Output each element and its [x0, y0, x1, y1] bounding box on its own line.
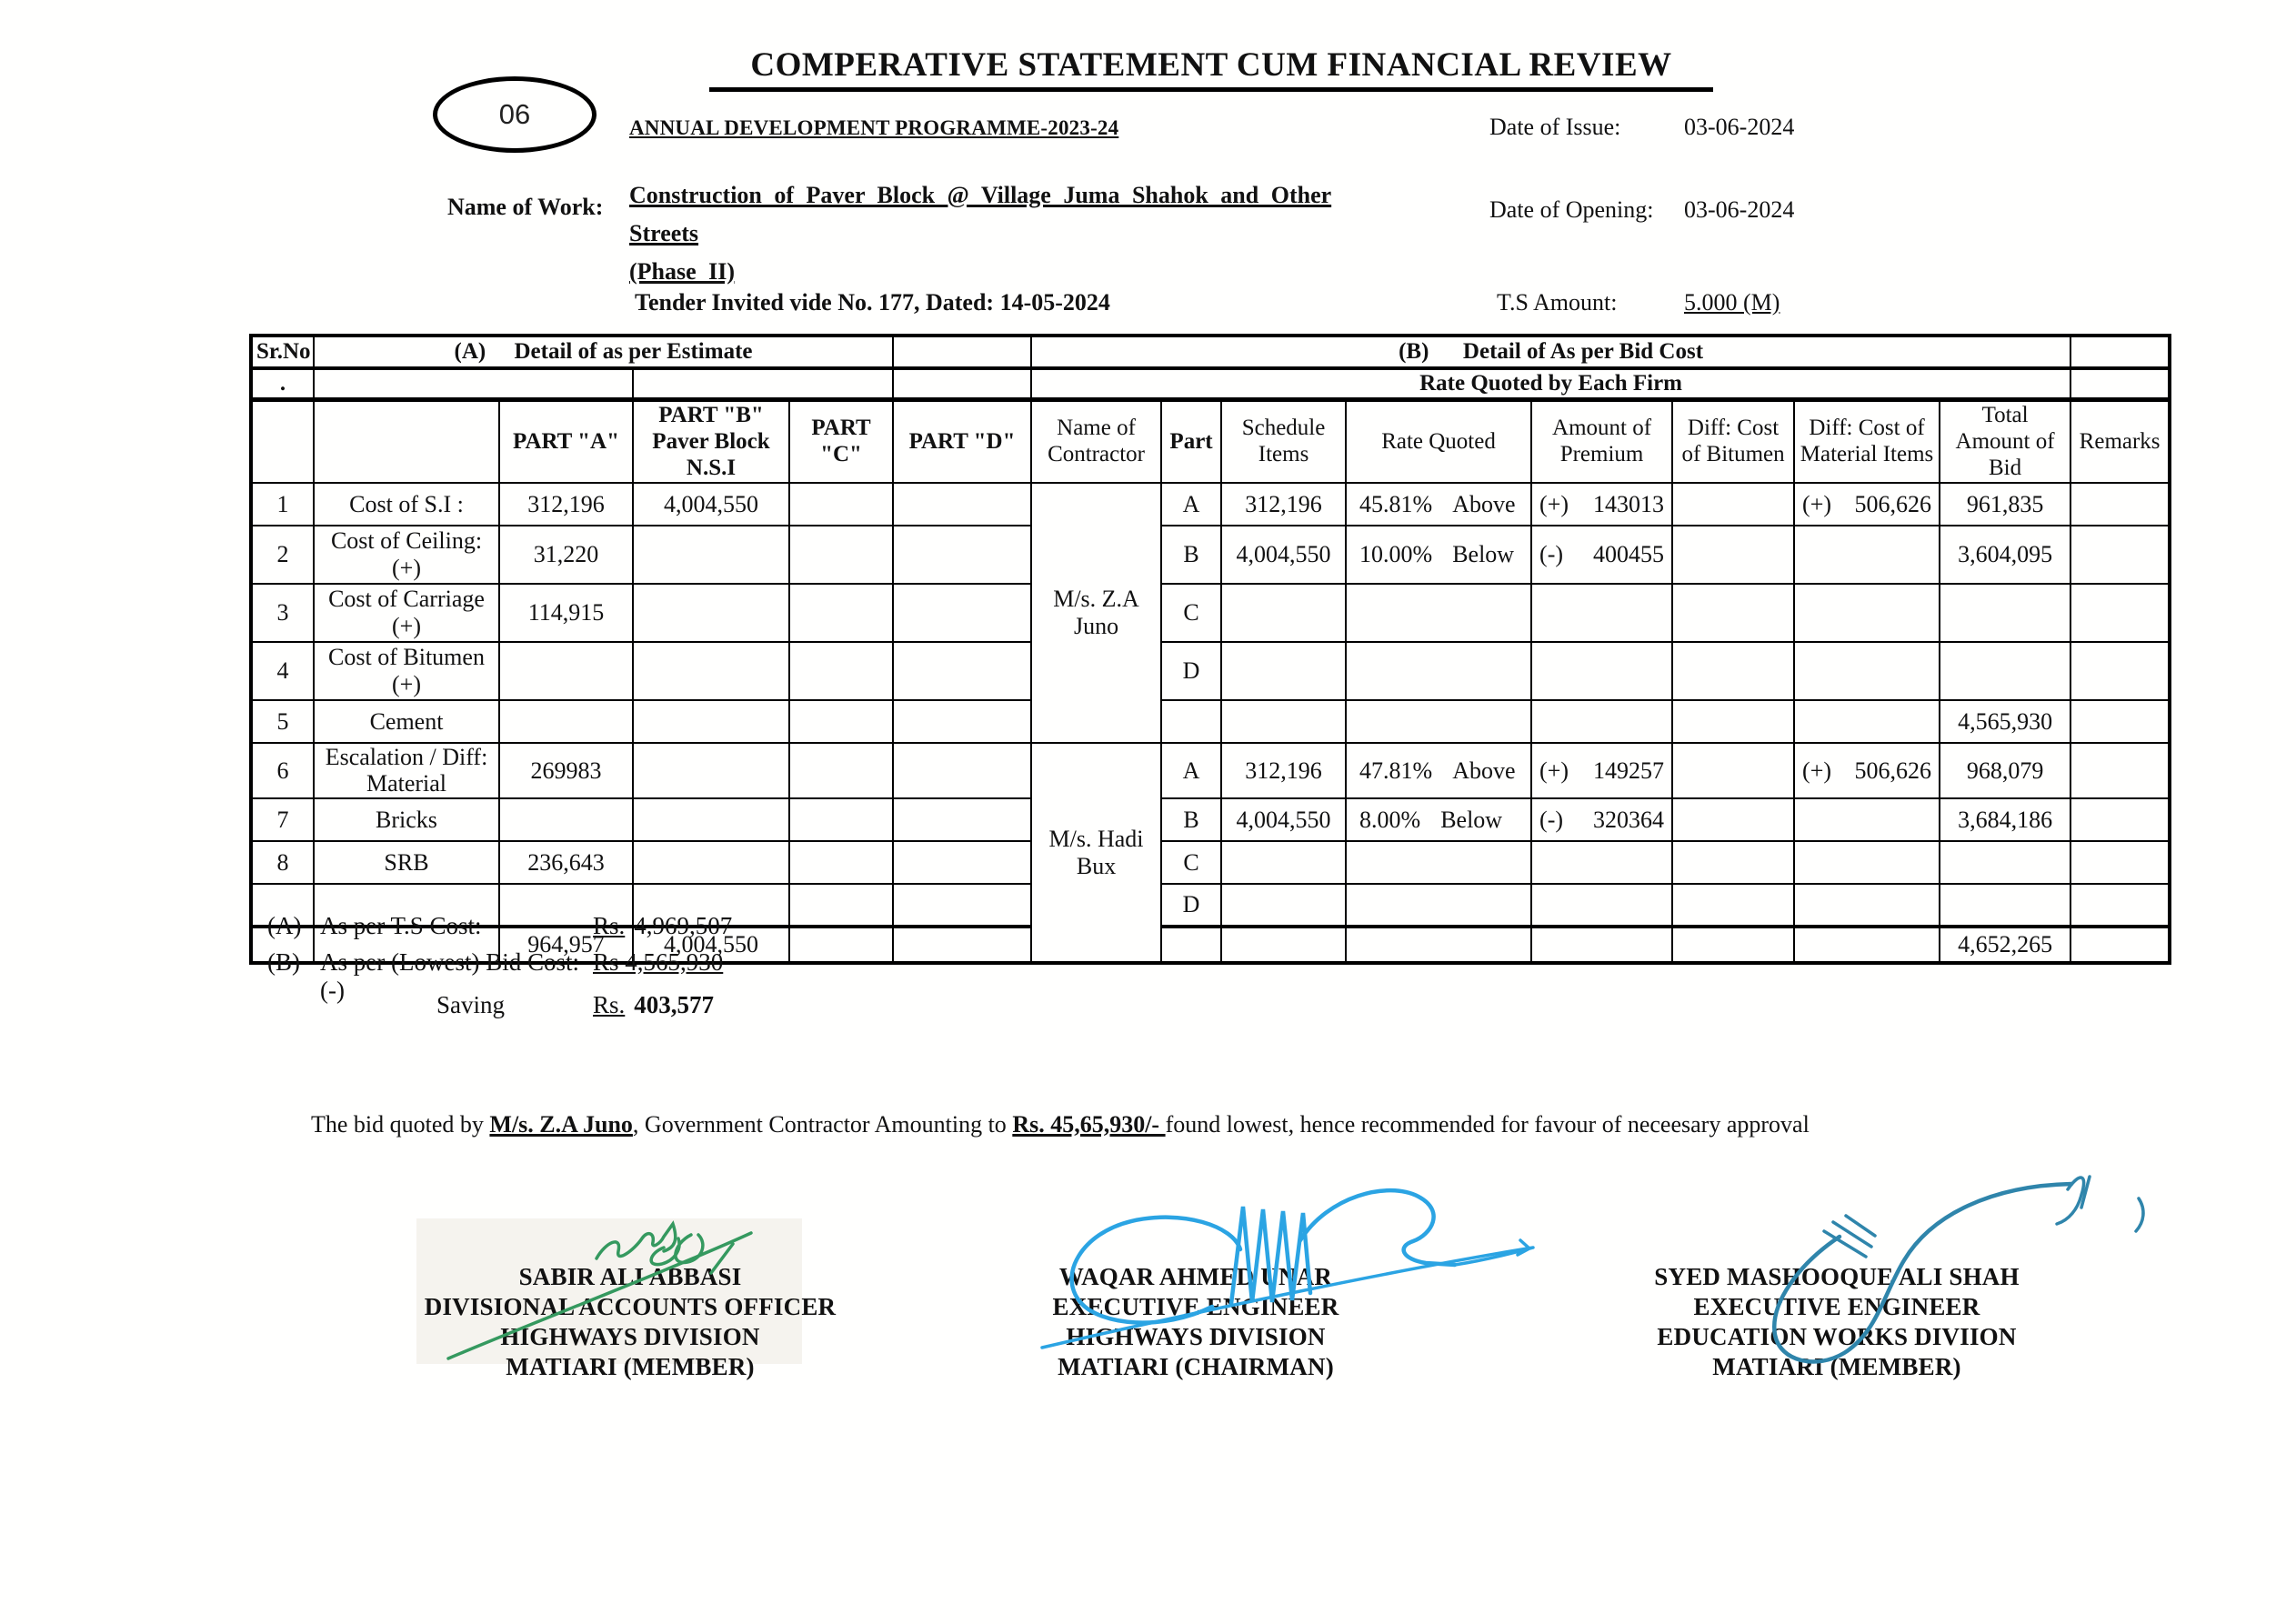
summary-a-label: As per T.S Cost:	[320, 912, 482, 939]
cell-part-b	[633, 584, 789, 642]
summary-saving-value: 403,577	[634, 991, 715, 1018]
rs-label: Rs.	[593, 912, 626, 939]
header-empty-d	[893, 368, 1031, 400]
premium-value: 149257	[1593, 757, 1665, 784]
colhead-contractor: Name of Contractor	[1031, 400, 1161, 484]
cell-part-b: 4,004,550	[633, 483, 789, 526]
cell-remarks	[2070, 700, 2170, 743]
summary-a-prefix: (A)	[267, 912, 302, 939]
cell-schedule: 312,196	[1221, 483, 1346, 526]
part-b-line1: PART "B"	[658, 403, 764, 427]
cell-part: B	[1161, 526, 1221, 584]
summary-b-value: Rs 4,565,930	[593, 948, 724, 976]
cell-bitumen	[1672, 798, 1794, 841]
cell-total-part-b: 4,004,550	[633, 927, 789, 963]
cell-contractor-1: M/s. Z.A Juno	[1031, 483, 1161, 743]
name-of-work-text	[629, 176, 1375, 291]
cell-part-d	[893, 700, 1031, 743]
cell-part-d	[893, 884, 1031, 927]
header-sr-no-dot: .	[251, 368, 314, 400]
cell-total	[1940, 884, 2070, 927]
cell-remarks	[2070, 642, 2170, 700]
serial-number-badge	[433, 76, 597, 153]
table-row	[251, 743, 2170, 798]
recommendation-text: found lowest, hence recommended for favour of neceesary approval	[1165, 1111, 1810, 1138]
colhead-part-b	[633, 400, 789, 484]
cell-sr: 5	[251, 700, 314, 743]
cell-desc: Cost of Ceiling: (+)	[314, 526, 499, 584]
cell-premium	[1531, 884, 1672, 927]
cell-part-c	[789, 483, 893, 526]
document-title: COMPERATIVE STATEMENT CUM FINANCIAL REVIEW	[709, 45, 1713, 92]
premium-sign: (+)	[1539, 490, 1569, 517]
recommendation-text: , Government Contractor Amounting to	[632, 1111, 1013, 1138]
cell-rate	[1346, 884, 1531, 927]
recommended-contractor: M/s. Z.A Juno	[489, 1111, 633, 1138]
name-of-work-label: Name of Work:	[447, 194, 604, 220]
cell-part-c	[789, 798, 893, 841]
ts-amount-value: 5.000 (M)	[1684, 289, 1780, 316]
cell-part-d	[893, 483, 1031, 526]
serial-number: 06	[498, 98, 531, 130]
table-row	[251, 526, 2170, 584]
summary-saving-spacer	[267, 991, 320, 1019]
colhead-blank-desc	[314, 400, 499, 484]
rate-pct: 45.81%	[1359, 490, 1433, 517]
cell-part-c	[789, 927, 893, 963]
material-sign: (+)	[1802, 757, 1832, 784]
signatory-role: MATIARI (MEMBER)	[506, 1353, 755, 1380]
colhead-blank-sr	[251, 400, 314, 484]
cell-part	[1161, 700, 1221, 743]
cell-sr: 2	[251, 526, 314, 584]
colhead-part-d: PART "D"	[893, 400, 1031, 484]
cell-schedule: 312,196	[1221, 743, 1346, 798]
cell-bitumen	[1672, 642, 1794, 700]
tender-invited-line: Tender Invited vide No. 177, Dated: 14-05-2024	[635, 289, 1110, 316]
summary-saving-label: Saving	[436, 991, 506, 1018]
estimate-title: Detail of as per Estimate	[514, 339, 753, 364]
cell-desc: Escalation / Diff: Material	[314, 743, 499, 798]
cell-bitumen	[1672, 884, 1794, 927]
cell-sr: 1	[251, 483, 314, 526]
signatory-division: HIGHWAYS DIVISION	[1066, 1323, 1326, 1350]
premium-sign: (-)	[1539, 806, 1564, 833]
cell-schedule	[1221, 700, 1346, 743]
cell-desc: SRB	[314, 841, 499, 884]
cell-remarks	[2070, 584, 2170, 642]
signature-block-chairman	[955, 1262, 1437, 1382]
cell-total: 968,079	[1940, 743, 2070, 798]
cell-premium	[1531, 798, 1672, 841]
header-rate-quoted-by-firm: Rate Quoted by Each Firm	[1031, 368, 2070, 400]
bid-prefix: (B)	[1399, 339, 1429, 364]
premium-sign: (+)	[1539, 757, 1569, 784]
cell-part: C	[1161, 584, 1221, 642]
cell-bid-grand-total: 4,652,265	[1940, 927, 2070, 963]
cell-remarks	[2070, 927, 2170, 963]
signatory-division: HIGHWAYS DIVISION	[500, 1323, 760, 1350]
cell-part: A	[1161, 743, 1221, 798]
cell-bitumen	[1672, 927, 1794, 963]
signatory-role: MATIARI (CHAIRMAN)	[1058, 1353, 1334, 1380]
cell-rate	[1346, 642, 1531, 700]
summary-b-prefix: (B)	[267, 948, 300, 976]
bid-title: Detail of As per Bid Cost	[1462, 339, 1704, 364]
cell-rate	[1346, 841, 1531, 884]
cell-part: B	[1161, 798, 1221, 841]
cell-part-d	[893, 927, 1031, 963]
cell-bitumen	[1672, 841, 1794, 884]
cell-remarks	[2070, 884, 2170, 927]
cell-rate	[1346, 743, 1531, 798]
summary-a-value: 4,969,507	[634, 912, 733, 939]
cell-bitumen	[1672, 743, 1794, 798]
cell-schedule	[1221, 884, 1346, 927]
cell-schedule: 4,004,550	[1221, 526, 1346, 584]
cell-material	[1794, 841, 1940, 884]
cell-premium	[1531, 526, 1672, 584]
signatory-division: EDUCATION WORKS DIVIION	[1657, 1323, 2017, 1350]
cell-total-part-a: 964,957	[499, 927, 633, 963]
summary-saving	[267, 991, 714, 1019]
cell-sr: 8	[251, 841, 314, 884]
table-row	[251, 642, 2170, 700]
cell-material	[1794, 642, 1940, 700]
date-of-issue-value: 03-06-2024	[1684, 114, 1795, 140]
cell-part-a: 31,220	[499, 526, 633, 584]
material-sign: (+)	[1802, 490, 1832, 517]
cell-part-c	[789, 642, 893, 700]
cell-schedule	[1221, 927, 1346, 963]
header-empty-remarks	[2070, 368, 2170, 400]
cell-premium	[1531, 841, 1672, 884]
header-bid-section	[1031, 336, 2070, 368]
rs-label: Rs.	[593, 991, 626, 1018]
cell-sr: 4	[251, 642, 314, 700]
rate-pct: 10.00%	[1359, 541, 1433, 568]
cell-part-b	[633, 700, 789, 743]
cell-material	[1794, 700, 1940, 743]
cell-desc: Bricks	[314, 798, 499, 841]
programme-heading: ANNUAL DEVELOPMENT PROGRAMME-2023-24	[629, 116, 1119, 139]
cell-part-d	[893, 526, 1031, 584]
cell-total	[1940, 642, 2070, 700]
cell-part-a: 236,643	[499, 841, 633, 884]
cell-rate	[1346, 526, 1531, 584]
estimate-prefix: (A)	[454, 339, 486, 364]
cell-part: D	[1161, 884, 1221, 927]
cell-premium	[1531, 584, 1672, 642]
cell-material	[1794, 798, 1940, 841]
material-value: 506,626	[1854, 490, 1932, 517]
signatory-name: SABIR ALI ABBASI	[518, 1263, 742, 1290]
premium-value: 143013	[1593, 490, 1665, 517]
cell-total: 3,604,095	[1940, 526, 2070, 584]
cell-bid-subtotal: 4,565,930	[1940, 700, 2070, 743]
cell-remarks	[2070, 526, 2170, 584]
table-row	[251, 483, 2170, 526]
signatory-designation: EXECUTIVE ENGINEER	[1052, 1293, 1339, 1320]
signatory-name: SYED MASHOOQUE ALI SHAH	[1654, 1263, 2020, 1290]
table-row	[251, 700, 2170, 743]
cell-material	[1794, 526, 1940, 584]
colhead-part: Part	[1161, 400, 1221, 484]
cell-remarks	[2070, 798, 2170, 841]
cell-desc: Cost of Carriage (+)	[314, 584, 499, 642]
cell-bitumen	[1672, 584, 1794, 642]
cell-part-d	[893, 584, 1031, 642]
colhead-part-a: PART "A"	[499, 400, 633, 484]
cell-part-c	[789, 584, 893, 642]
signature-block-member-1	[389, 1262, 871, 1382]
cell-schedule	[1221, 642, 1346, 700]
cell-part-a	[499, 798, 633, 841]
cell-part-b	[633, 841, 789, 884]
rate-pct: 8.00%	[1359, 806, 1421, 833]
cell-total: 961,835	[1940, 483, 2070, 526]
cell-part-c	[789, 884, 893, 927]
signatory-role: MATIARI (MEMBER)	[1712, 1353, 1961, 1380]
cell-desc: Cement	[314, 700, 499, 743]
cell-part-b	[633, 526, 789, 584]
cell-premium	[1531, 743, 1672, 798]
cell-premium	[1531, 927, 1672, 963]
cell-part-d	[893, 642, 1031, 700]
cell-part-b	[633, 798, 789, 841]
summary-b-label: As per (Lowest) Bid Cost:(-)	[320, 948, 579, 1004]
cell-part: D	[1161, 642, 1221, 700]
name-of-work-line1: Construction of Paver Block @ Village Juma Shahok and Other Streets	[629, 182, 1332, 246]
signatory-designation: EXECUTIVE ENGINEER	[1693, 1293, 1980, 1320]
cell-bitumen	[1672, 526, 1794, 584]
signature-block-member-2	[1582, 1262, 2091, 1382]
recommendation-line	[311, 1111, 2084, 1138]
table-row	[251, 798, 2170, 841]
premium-value: 400455	[1593, 541, 1665, 568]
cell-part-a	[499, 642, 633, 700]
cell-part-c	[789, 841, 893, 884]
cell-total: 3,684,186	[1940, 798, 2070, 841]
colhead-diff-material: Diff: Cost of Material Items	[1794, 400, 1940, 484]
table-row	[251, 841, 2170, 884]
header-remarks-gap	[2070, 336, 2170, 368]
cell-part-c	[789, 526, 893, 584]
colhead-part-c: PART "C"	[789, 400, 893, 484]
cell-part	[1161, 927, 1221, 963]
date-of-opening-label: Date of Opening:	[1489, 196, 1654, 223]
cell-sr: 3	[251, 584, 314, 642]
colhead-rate-quoted: Rate Quoted	[1346, 400, 1531, 484]
cell-premium	[1531, 483, 1672, 526]
comparative-statement-table	[249, 334, 2171, 965]
rate-dir: Below	[1440, 806, 1503, 833]
cell-contractor-2: M/s. Hadi Bux	[1031, 743, 1161, 963]
rate-dir: Below	[1452, 541, 1515, 568]
cell-schedule	[1221, 584, 1346, 642]
cell-total	[1940, 841, 2070, 884]
colhead-total-bid: Total Amount of Bid	[1940, 400, 2070, 484]
header-empty-mid	[633, 368, 893, 400]
cell-part-a: 114,915	[499, 584, 633, 642]
cell-schedule: 4,004,550	[1221, 798, 1346, 841]
cell-part-c	[789, 700, 893, 743]
signatory-name: WAQAR AHMED UNAR	[1058, 1263, 1333, 1290]
cell-part: C	[1161, 841, 1221, 884]
summary-ts-cost	[267, 912, 732, 940]
cell-remarks	[2070, 743, 2170, 798]
cell-part-d	[893, 841, 1031, 884]
cell-material	[1794, 584, 1940, 642]
colhead-diff-bitumen: Diff: Cost of Bitumen	[1672, 400, 1794, 484]
cell-material	[1794, 927, 1940, 963]
ts-amount-label: T.S Amount:	[1497, 289, 1618, 316]
part-b-line2: Paver Block	[652, 428, 770, 454]
cell-bitumen	[1672, 483, 1794, 526]
cell-desc: Cost of Bitumen (+)	[314, 642, 499, 700]
cell-rate	[1346, 700, 1531, 743]
signatory-designation: DIVISIONAL ACCOUNTS OFFICER	[424, 1293, 837, 1320]
cell-part-d	[893, 743, 1031, 798]
cell-schedule	[1221, 841, 1346, 884]
material-value: 506,626	[1854, 757, 1932, 784]
premium-value: 320364	[1593, 806, 1665, 833]
premium-sign: (-)	[1539, 541, 1564, 568]
header-sr-no: Sr.No	[251, 336, 314, 368]
header-estimate-section	[314, 336, 893, 368]
colhead-remarks: Remarks	[2070, 400, 2170, 484]
cell-total	[1940, 584, 2070, 642]
recommended-amount: Rs. 45,65,930/-	[1012, 1111, 1166, 1138]
cell-remarks	[2070, 483, 2170, 526]
date-of-opening-value: 03-06-2024	[1684, 196, 1795, 223]
cell-part: A	[1161, 483, 1221, 526]
header-empty-left	[314, 368, 633, 400]
cell-part-b	[633, 743, 789, 798]
cell-remarks	[2070, 841, 2170, 884]
cell-rate	[1346, 798, 1531, 841]
cell-part-a: 312,196	[499, 483, 633, 526]
rate-dir: Above	[1452, 490, 1516, 517]
date-of-issue-label: Date of Issue:	[1489, 114, 1621, 140]
colhead-schedule-items: Schedule Items	[1221, 400, 1346, 484]
colhead-amount-premium: Amount of Premium	[1531, 400, 1672, 484]
cell-rate	[1346, 483, 1531, 526]
cell-rate	[1346, 584, 1531, 642]
rate-pct: 47.81%	[1359, 757, 1433, 784]
rate-dir: Above	[1452, 757, 1516, 784]
cell-part-a: 269983	[499, 743, 633, 798]
recommendation-text: The bid quoted by	[311, 1111, 490, 1138]
cell-sr: 6	[251, 743, 314, 798]
part-b-line3: N.S.I	[686, 455, 737, 480]
cell-material	[1794, 743, 1940, 798]
cell-rate	[1346, 927, 1531, 963]
cell-bitumen	[1672, 700, 1794, 743]
cell-material	[1794, 483, 1940, 526]
cell-premium	[1531, 642, 1672, 700]
header-gap-cell	[893, 336, 1031, 368]
cell-sr: 7	[251, 798, 314, 841]
cell-part-d	[893, 798, 1031, 841]
cell-premium	[1531, 700, 1672, 743]
cell-material	[1794, 884, 1940, 927]
cell-part-a	[499, 700, 633, 743]
table-row	[251, 584, 2170, 642]
cell-desc: Cost of S.I :	[314, 483, 499, 526]
name-of-work-line2: (Phase II)	[629, 258, 736, 285]
cell-part-c	[789, 743, 893, 798]
cell-part-b	[633, 642, 789, 700]
